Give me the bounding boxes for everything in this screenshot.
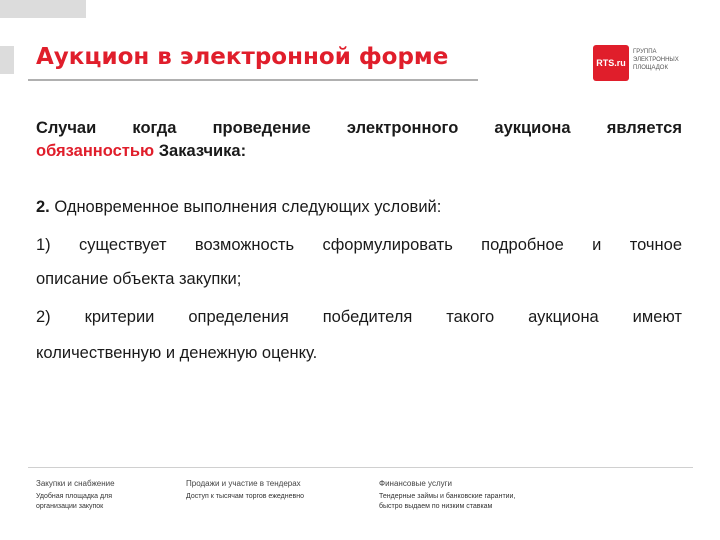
footer-text: Удобная площадка для bbox=[36, 493, 112, 500]
footer-divider bbox=[28, 467, 693, 468]
footer-text: быстро выдаем по низким ставкам bbox=[379, 503, 493, 510]
footer-column-procurement bbox=[36, 479, 115, 512]
lead-line-1: Случаи когда проведение электронного аукциона является bbox=[36, 119, 682, 137]
lead-line-2-rest: Заказчика: bbox=[154, 142, 247, 160]
footer-heading: Закупки и снабжение bbox=[36, 479, 115, 488]
footer-text: организации закупок bbox=[36, 503, 104, 510]
footer-column-finance bbox=[379, 479, 515, 512]
footer-column-sales bbox=[186, 479, 304, 502]
condition-1-line-1: 1) существует возможность сформулировать подробное и точное bbox=[36, 236, 682, 254]
company-logo bbox=[593, 45, 693, 81]
logo-mark: RTS.ru bbox=[593, 45, 629, 81]
footer-text: Тендерные займы и банковские гарантии, bbox=[379, 493, 516, 500]
logo-caption bbox=[633, 48, 693, 72]
item-heading bbox=[36, 196, 682, 218]
top-tab-decoration bbox=[0, 0, 86, 18]
page-title: Аукцион в электронной форме bbox=[36, 44, 449, 70]
condition-2-line-1: 2) критерии определения победителя такого аукциона имеют bbox=[36, 308, 682, 326]
item-number: 2. bbox=[36, 198, 50, 216]
highlight-word: обязанностью bbox=[36, 142, 155, 160]
logo-caption-line: ЭЛЕКТРОННЫХ bbox=[633, 57, 679, 63]
lead-line-2 bbox=[36, 140, 682, 163]
logo-caption-line: ПЛОЩАДОК bbox=[633, 65, 668, 71]
condition-2-line-2: количественную и денежную оценку. bbox=[36, 344, 318, 362]
logo-caption-line: ГРУППА bbox=[633, 49, 657, 55]
title-underline bbox=[28, 79, 478, 81]
footer-heading: Финансовые услуги bbox=[379, 479, 453, 488]
item-text: Одновременное выполнения следующих условий: bbox=[49, 198, 442, 216]
condition-1-line-2: описание объекта закупки; bbox=[36, 270, 242, 288]
footer-text: Доступ к тысячам торгов ежедневно bbox=[186, 493, 304, 500]
title-accent-bar bbox=[0, 46, 14, 74]
footer-heading: Продажи и участие в тендерах bbox=[186, 479, 301, 488]
